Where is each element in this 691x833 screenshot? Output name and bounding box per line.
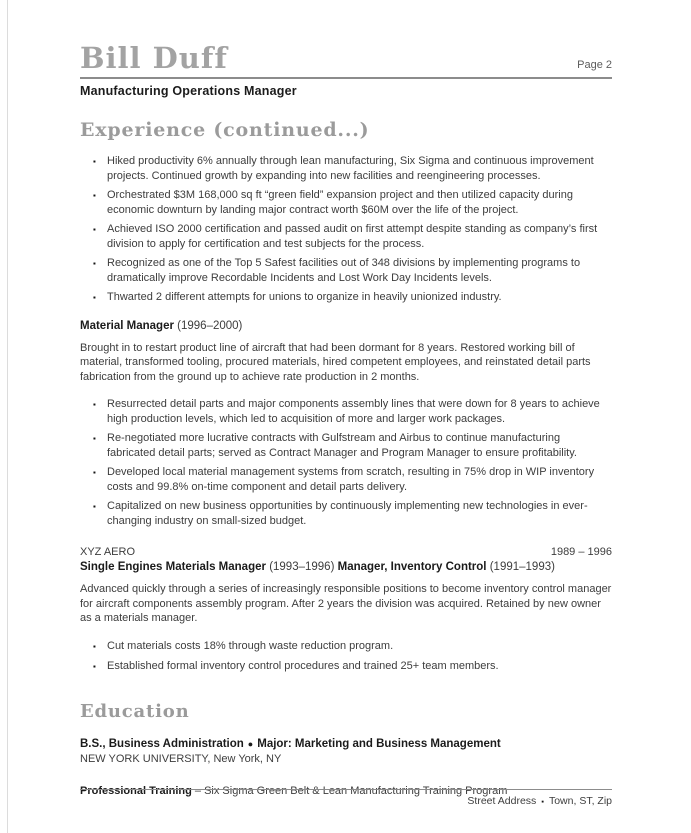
bullet-item [93,397,612,426]
role-summary: Brought in to restart product line of aircraft that had been dormant for 8 years. Restored working bill of material, transformed tooling, procured materials, hired competent employees, and reinstated detail parts fabrication from the ground up to achieve rate production in 2 months. [80,341,591,383]
degree-line [80,737,612,752]
round-bullet-icon: ● [247,738,254,749]
bullet-text: Developed local material management systems from scratch, resulting in 75% drop in WIP inventory costs and 99.8% on-time component and detail parts delivery. [107,466,595,493]
candidate-name: Bill Duff [80,41,228,75]
bullet-item [93,639,612,655]
bullet-square-icon: ▪ [93,400,96,409]
bullet-square-icon: ▪ [93,641,96,651]
company-row-xyz-aero [80,545,612,560]
company-dates: 1989 – 1996 [550,546,612,558]
footer-street: Street Address [467,795,537,807]
school-line: NEW YORK UNIVERSITY, New York, NY [80,752,282,765]
footer [80,789,612,807]
bullet-text: Capitalized on new business opportunities by continuously implementing new technologies in ever-changing industry on small-sized budget. [107,500,588,527]
bullet-text: Hiked productivity 6% annually through lean manufacturing, Six Sigma and continuous improvement projects. Continued growth by expanding into new facilities and reengineering processes. [107,155,594,182]
bullet-square-icon: ▪ [93,259,96,268]
header-rule [80,77,612,79]
bullet-square-icon: ▪ [93,225,96,234]
bullet-square-icon: ▪ [541,797,544,806]
bullet-square-icon: ▪ [93,191,96,200]
role-heading-material-manager [80,319,612,334]
bullet-item [93,222,612,251]
role-title: Manager, Inventory Control [337,561,487,573]
footer-town: Town, ST, Zip [548,795,612,807]
degree-text: B.S., Business Administration [80,737,244,750]
bullet-item [93,465,612,494]
training-label: Professional Training [80,784,192,797]
page-number-label: Page 2 [577,59,612,71]
bullet-text: Thwarted 2 different attempts for unions to organize in heavily unionized industry. [107,291,502,303]
training-text: – Six Sigma Green Belt & Lean Manufacturing Training Program [194,784,508,797]
role-summary: Advanced quickly through a series of increasingly responsible positions to become inventory control manager for aircraft components assembly program. After 2 years the division was acquired. Retained by new owner as a materials manager. [80,583,612,624]
bullet-text: Re-negotiated more lucrative contracts with Gulfstream and Airbus to continue manufacturing fabricated detail parts; served as Contract Manager and Program Manager to ensure profitability. [107,432,577,459]
header [80,42,612,74]
bullet-item [93,499,612,528]
page-left-edge-line [7,0,8,833]
bullet-text: Orchestrated $3M 168,000 sq ft “green field” expansion project and then utilized capacity during economic downturn by landing major contract worth $60M over the life of the project. [107,189,573,216]
xyz-aero-titles [80,560,612,575]
xyz-aero-bullet-list [80,639,612,675]
company-name: XYZ AERO [80,546,136,558]
bullet-square-icon: ▪ [93,662,96,671]
bullet-text: Resurrected detail parts and major components assembly lines that were down for 8 years to achieve high production levels, which led to acquisition of more and larger work packages. [107,398,600,425]
experience-section-heading: Experience (continued...) [80,119,370,141]
role-dates: (1996–2000) [177,319,243,332]
role-title: Single Engines Materials Manager [80,561,266,573]
major-text: Major: Marketing and Business Management [257,737,501,750]
resume-content [80,0,612,799]
material-manager-bullet-list [80,397,612,528]
bullet-square-icon: ▪ [93,434,96,443]
education-section-heading: Education [80,700,190,722]
bullet-text: Achieved ISO 2000 certification and passed audit on first attempt despite standing as company’s first division to apply for certification and test subjects for the process. [107,223,598,250]
bullet-item [93,659,612,675]
role-dates: (1991–1993) [489,561,555,573]
role-title: Material Manager [80,319,174,332]
bullet-square-icon: ▪ [93,293,96,302]
bullet-item [93,290,612,306]
experience-top-bullet-list [80,154,612,306]
bullet-text: Recognized as one of the Top 5 Safest facilities out of 348 divisions by implementing programs to dramatically improve Recordable Incidents and Lost Work Day Incidents levels. [107,257,581,284]
role-dates: (1993–1996) [269,561,335,573]
bullet-item [93,188,612,217]
bullet-item [93,431,612,460]
bullet-square-icon: ▪ [93,157,96,166]
bullet-text: Cut materials costs 18% through waste reduction program. [107,639,394,652]
bullet-item [93,256,612,285]
bullet-square-icon: ▪ [93,468,96,477]
bullet-item [93,154,612,183]
candidate-title: Manufacturing Operations Manager [80,84,297,98]
bullet-text: Established formal inventory control procedures and trained 25+ team members. [107,660,499,672]
bullet-square-icon: ▪ [93,502,96,511]
